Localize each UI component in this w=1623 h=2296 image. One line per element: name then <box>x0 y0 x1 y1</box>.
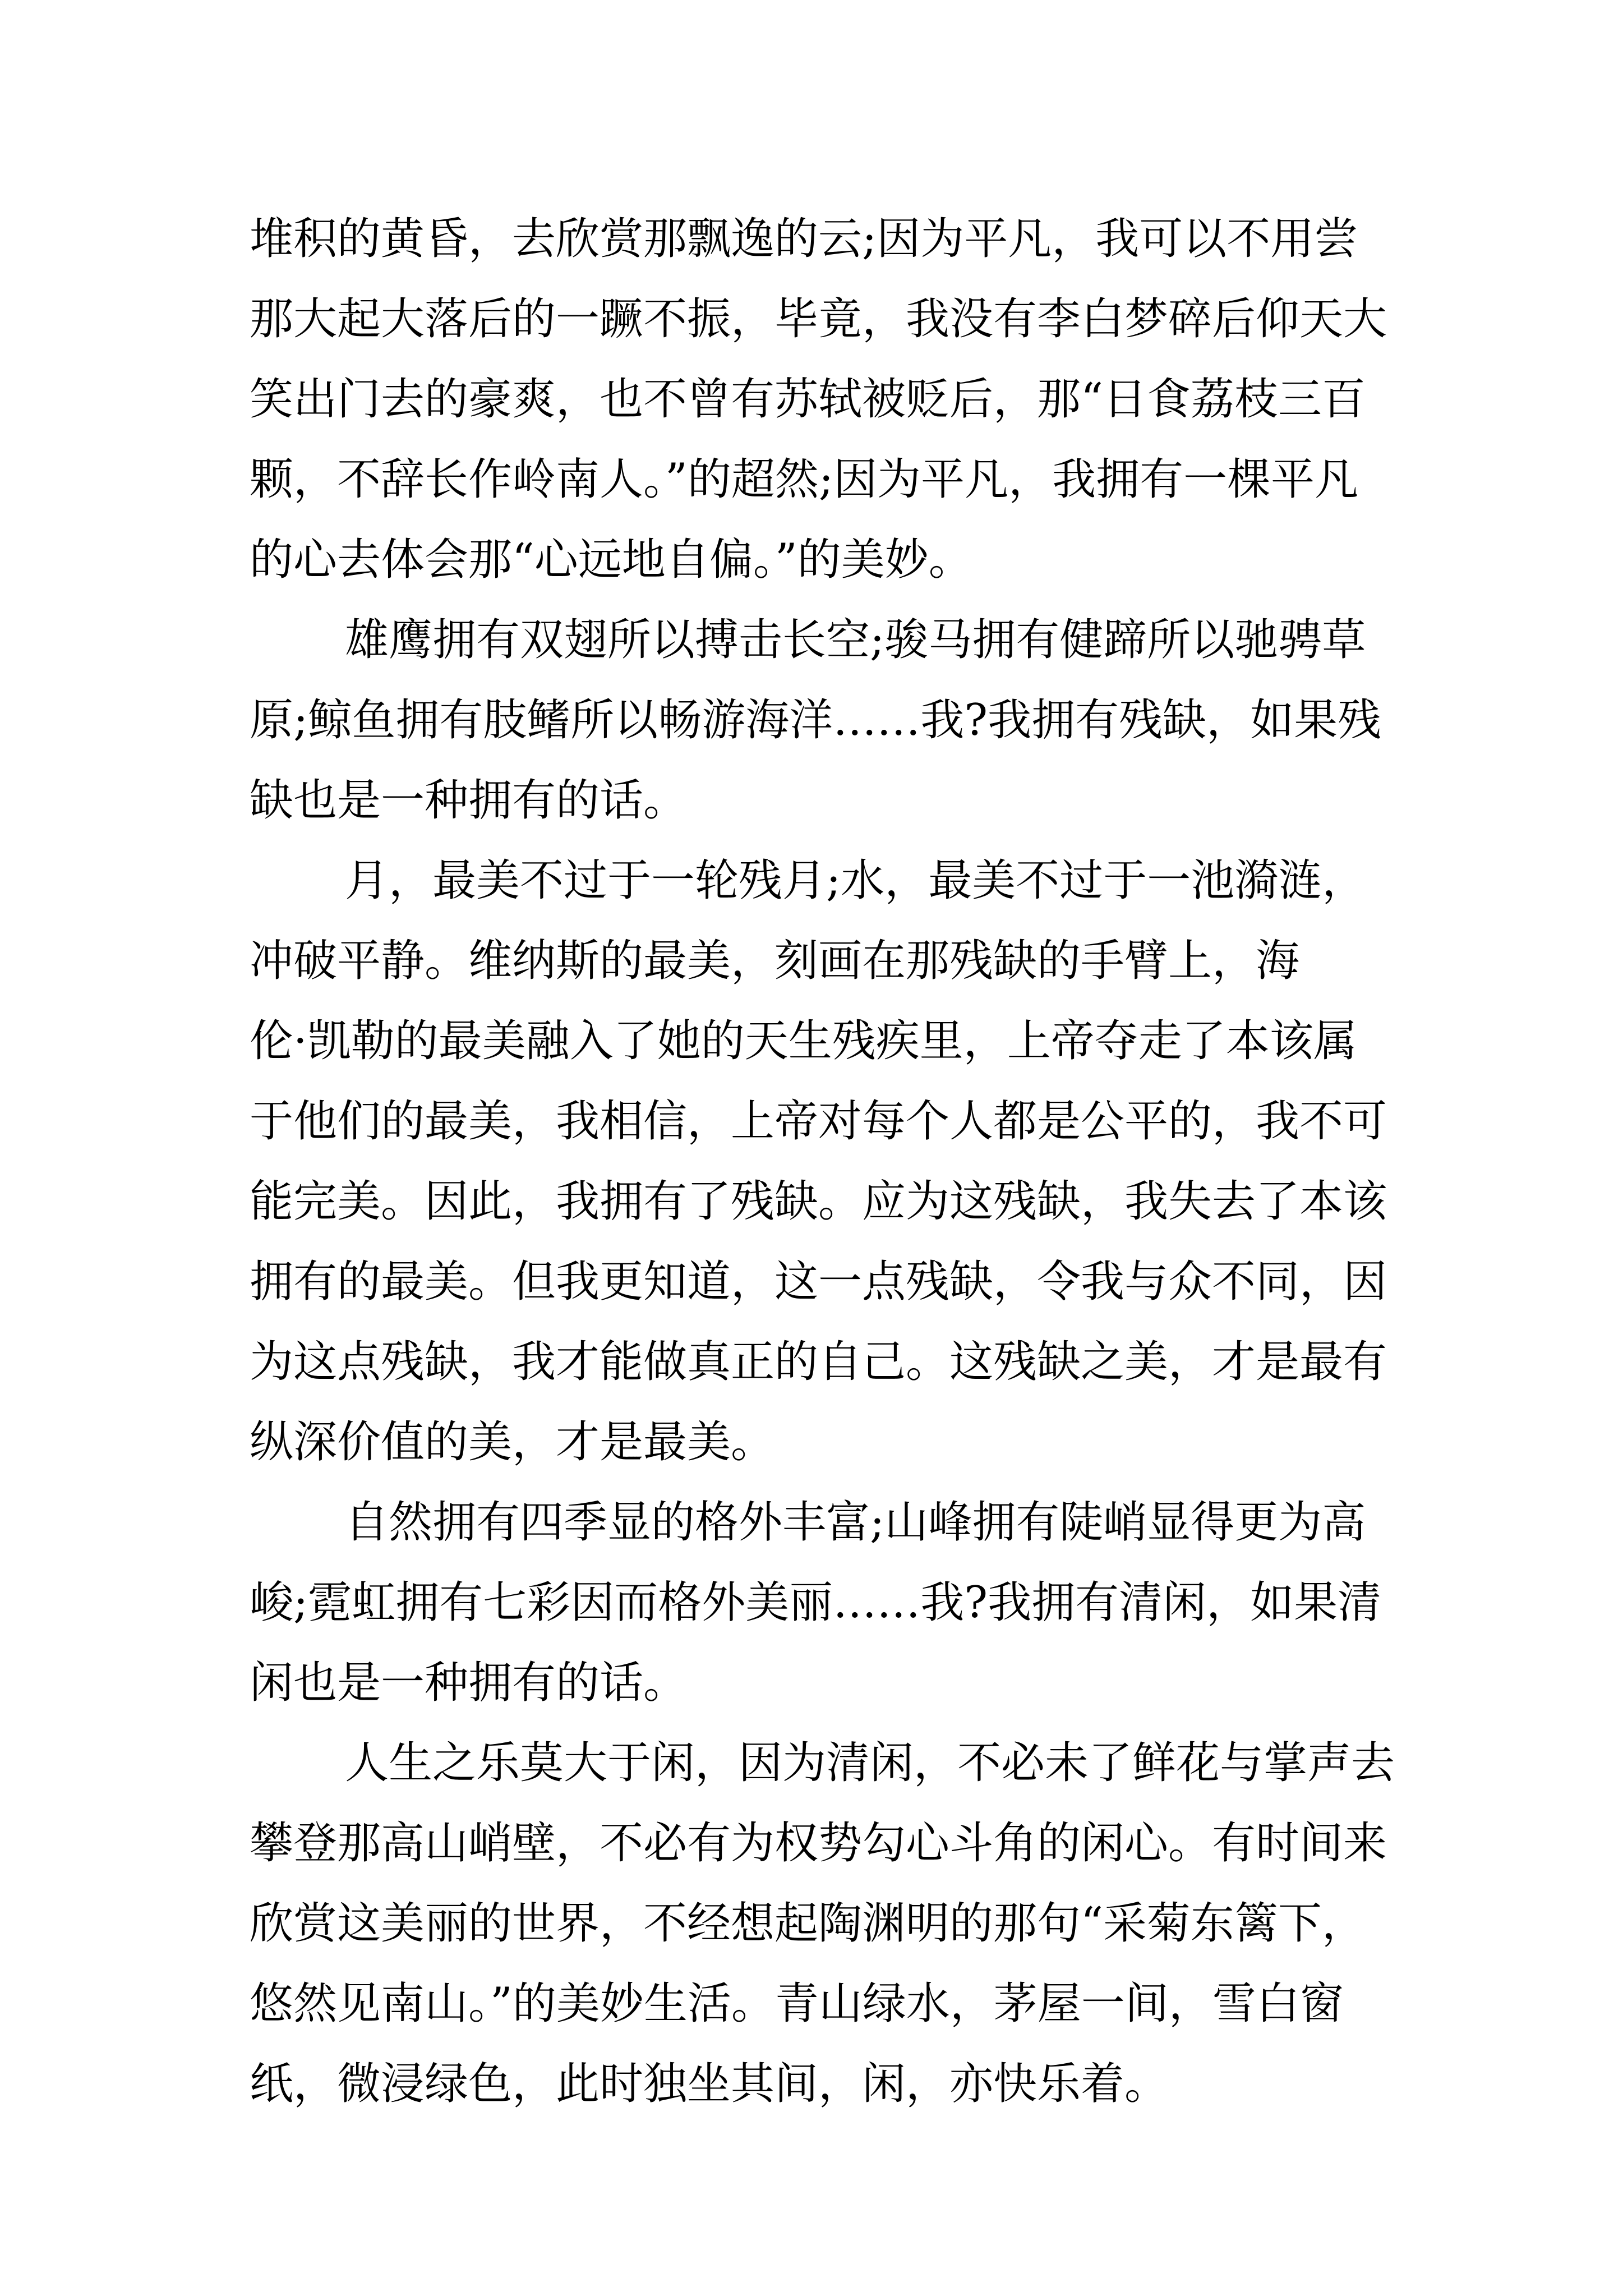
text-line: 笑出门去的豪爽，也不曾有苏轼被贬后，那“日食荔枝三百 <box>250 374 1366 425</box>
text-line: 悠然见南山。”的美妙生活。青山绿水，茅屋一间，雪白窗 <box>250 1978 1344 2029</box>
paragraph-start-line: 自然拥有四季显的格外丰富;山峰拥有陡峭显得更为高 <box>345 1497 1366 1548</box>
text-line: 闲也是一种拥有的话。 <box>250 1658 688 1708</box>
body-text <box>250 199 1405 2124</box>
text-line: 纵深价值的美，才是最美。 <box>250 1417 775 1467</box>
paragraph-start-line: 人生之乐莫大于闲，因为清闲，不必未了鲜花与掌声去 <box>345 1738 1395 1788</box>
text-line: 缺也是一种拥有的话。 <box>250 775 688 826</box>
text-line: 为这点残缺，我才能做真正的自己。这残缺之美，才是最有 <box>250 1337 1387 1387</box>
text-line: 拥有的最美。但我更知道，这一点残缺，令我与众不同，因 <box>250 1257 1387 1307</box>
text-line: 那大起大落后的一蹶不振，毕竟，我没有李白梦碎后仰天大 <box>250 294 1387 344</box>
text-line: 原;鲸鱼拥有肢鳍所以畅游海洋……我?我拥有残缺，如果残 <box>250 695 1382 746</box>
text-line: 堆积的黄昏，去欣赏那飘逸的云;因为平凡，我可以不用尝 <box>250 214 1358 264</box>
text-line: 冲破平静。维纳斯的最美，刻画在那残缺的手臂上，海 <box>250 936 1300 986</box>
text-line: 峻;霓虹拥有七彩因而格外美丽……我?我拥有清闲，如果清 <box>250 1577 1382 1628</box>
text-line: 纸，微浸绿色，此时独坐其间，闲，亦快乐着。 <box>250 2059 1169 2109</box>
text-line: 于他们的最美，我相信，上帝对每个人都是公平的，我不可 <box>250 1096 1387 1147</box>
paragraph-start-line: 月，最美不过于一轮残月;水，最美不过于一池漪涟， <box>345 855 1366 906</box>
text-line: 伦·凯勒的最美融入了她的天生残疾里，上帝夺走了本该属 <box>250 1016 1357 1066</box>
text-line: 颗，不辞长作岭南人。”的超然;因为平凡，我拥有一棵平凡 <box>250 454 1359 505</box>
paragraph-start-line: 雄鹰拥有双翅所以搏击长空;骏马拥有健蹄所以驰骋草 <box>345 615 1366 665</box>
text-line: 能完美。因此，我拥有了残缺。应为这残缺，我失去了本该 <box>250 1176 1387 1227</box>
text-line: 攀登那高山峭壁，不必有为权势勾心斗角的闲心。有时间来 <box>250 1818 1387 1869</box>
text-line: 的心去体会那“心远地自偏。”的美妙。 <box>250 535 972 585</box>
text-line: 欣赏这美丽的世界，不经想起陶渊明的那句“采菊东篱下， <box>250 1898 1366 1949</box>
